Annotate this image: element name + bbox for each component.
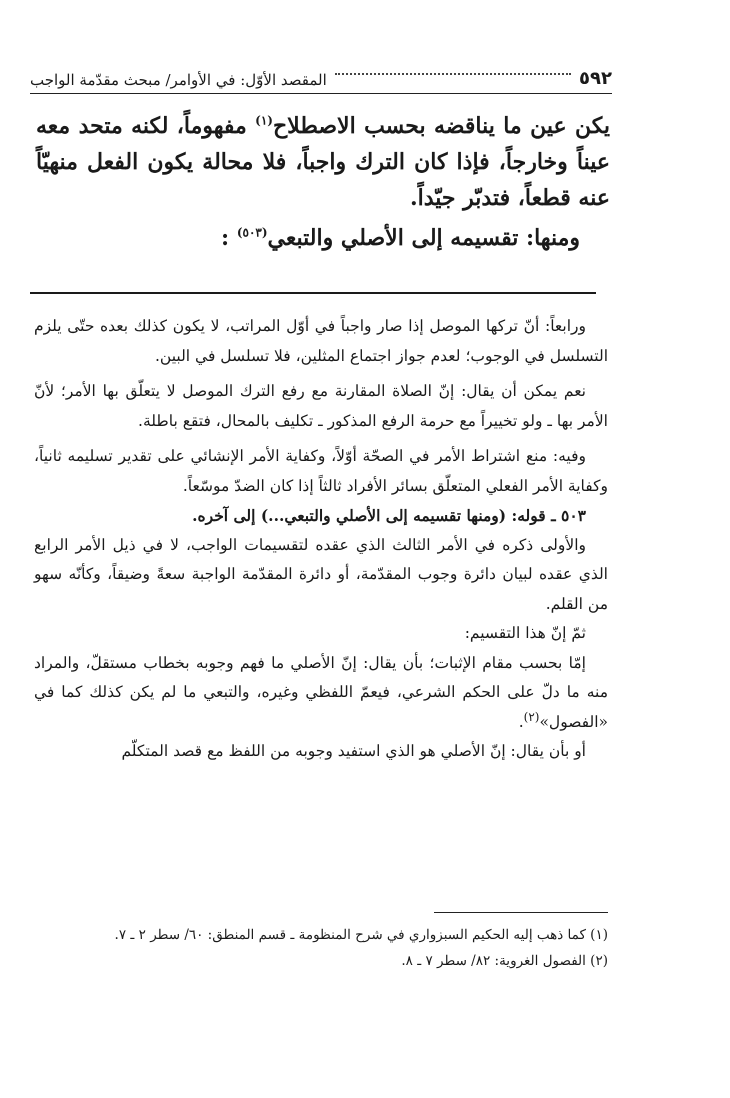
footnote: (٢) الفصول الغروية: ٨٢/ سطر ٧ ـ ٨. <box>401 953 608 969</box>
footnote-ref-2: (٢) <box>523 709 540 724</box>
section-heading-colon: : <box>221 225 230 251</box>
commentary-ref-503: (٥٠٣) <box>236 225 268 240</box>
footnote-ref-1: (١) <box>255 113 273 128</box>
main-paragraph <box>36 108 610 216</box>
section-divider <box>30 292 596 294</box>
header-dot-leader <box>335 73 571 75</box>
commentary-paragraph: أو بأن يقال: إنّ الأصلي هو الذي استفيد وجوبه من اللفظ مع قصد المتكلّم <box>121 742 586 760</box>
commentary-paragraph: إمّا بحسب مقام الإثبات؛ بأن يقال: إنّ الأصلي ما فهم وجوبه بخطاب مستقلّ، والمراد منه ما دلّ على الحكم الشرعي، فيعمّ اللفظي وغيره، والتبعي ما لم يكن كذلك كما في «الفصول»$^{(٢)}$. <box>34 653 608 731</box>
footnotes <box>34 922 608 974</box>
running-title: المقصد الأوّل: في الأوامر/ مبحث مقدّمة الواجب <box>30 71 327 89</box>
commentary-paragraph: نعم يمكن أن يقال: إنّ الصلاة المقارنة مع رفع الترك الموصل لا يتعلّق بها الأمر؛ لأنّ الأمر بها ـ ولو تخييراً مع حرمة الرفع المذكور ـ تكليف بالمحال، فتقع باطلة. <box>34 382 608 430</box>
footnote-rule <box>434 912 608 913</box>
page-header <box>30 58 612 94</box>
commentary-paragraph: والأولى ذكره في الأمر الثالث الذي عقده لتقسيمات الواجب، لا في ذيل الأمر الرابع الذي عقده لبيان دائرة وجوب المقدّمة، أو دائرة المقدّمة الواجبة سعةً وضيقاً، وكأنّه سهو من القلم. <box>34 535 608 613</box>
page-number: ٥٩٢ <box>579 68 612 89</box>
main-paragraph-part-b: مفهوماً، لكنه متحد معه عيناً وخارجاً، فإذا كان الترك واجباً، فلا محالة يكون الفعل منهيّاً عنه قطعاً، فتدبّر جيّداً. <box>36 113 610 211</box>
commentary-heading: ٥٠٣ ـ قوله: (ومنها تقسيمه إلى الأصلي والتبعي...) إلى آخره. <box>192 506 586 525</box>
footnote: (١) كما ذهب إليه الحكيم السبزواري في شرح المنظومة ـ قسم المنطق: ٦٠/ سطر ٢ ـ ٧. <box>114 927 608 943</box>
commentary-block <box>34 312 608 767</box>
commentary-paragraph: ورابعاً: أنّ تركها الموصل إذا صار واجباً في أوّل المراتب، لا يكون كذلك بعده حتّى يلزم التسلسل في الوجوب؛ لعدم جواز اجتماع المثلين، فلا تسلسل في البين. <box>34 317 608 365</box>
section-heading-text: ومنها: تقسيمه إلى الأصلي والتبعي <box>267 225 580 251</box>
commentary-paragraph-text: إمّا بحسب مقام الإثبات؛ بأن يقال: إنّ الأصلي ما فهم وجوبه بخطاب مستقلّ، والمراد منه ما دلّ على الحكم الشرعي، فيعمّ اللفظي وغيره، والتبعي ما لم يكن كذلك كما في «الفصول» <box>34 653 608 731</box>
section-heading <box>36 220 610 256</box>
main-text <box>36 108 610 256</box>
commentary-paragraph: وفيه: منع اشتراط الأمر في الصحّة أوّلاً، وكفاية الأمر الإنشائي على تقدير تسليمه ثانياً، وكفاية الأمر الفعلي المتعلّق بسائر الأفراد ثالثاً إذا كان الضدّ موسّعاً. <box>34 447 608 495</box>
main-paragraph-part-a: يكن عين ما يناقضه بحسب الاصطلاح <box>272 113 610 139</box>
commentary-paragraph: ثمّ إنّ هذا التقسيم: <box>464 624 586 642</box>
